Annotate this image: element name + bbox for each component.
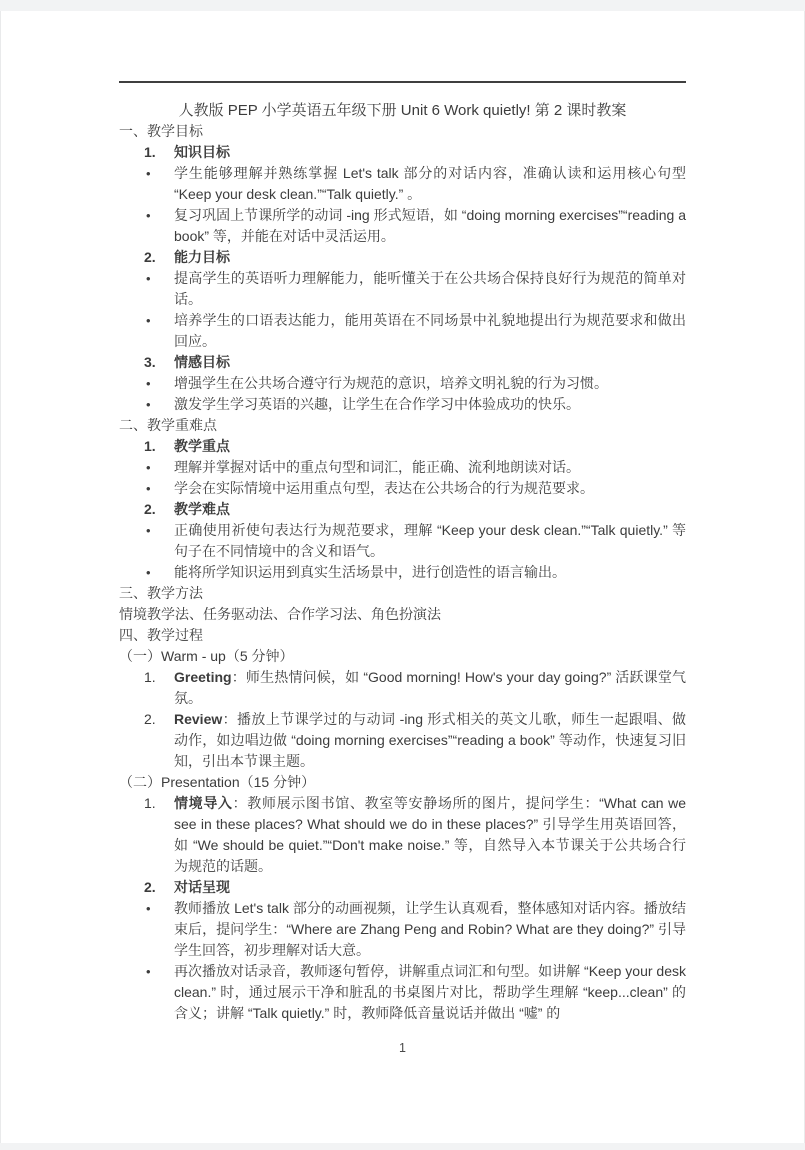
- paragraph: [119, 604, 686, 625]
- line-text: 情境教学法、任务驱动法、合作学习法、角色扮演法: [119, 606, 441, 622]
- section-heading: [119, 415, 686, 436]
- document-page: [0, 11, 805, 1143]
- document-body: [119, 121, 686, 1024]
- bullet-item: [119, 961, 686, 1024]
- item-bold-label: 情境导入: [174, 795, 233, 811]
- bullet-item: [119, 562, 686, 583]
- numbered-item: [119, 709, 686, 772]
- item-text: 能将所学知识运用到真实生活场景中，进行创造性的语言输出。: [174, 564, 566, 580]
- section-heading: [119, 583, 686, 604]
- section-heading: [119, 121, 686, 142]
- subsection-heading: [119, 646, 686, 667]
- header-rule: [119, 81, 686, 83]
- bullet-icon: •: [146, 523, 151, 538]
- item-text: 提高学生的英语听力理解能力，能听懂关于在公共场合保持良好行为规范的简单对话。: [174, 270, 686, 307]
- bullet-item: [119, 310, 686, 352]
- bullet-icon: •: [146, 481, 151, 496]
- item-number: 2.: [144, 501, 156, 517]
- item-text: ：播放上节课学过的与动词 -ing 形式相关的英文儿歌，师生一起跟唱、做动作，如边唱边做 “doing morning exercises”“reading a book” 等动作，快速复习旧知，引出本节课主题。: [174, 711, 686, 769]
- item-number: 2.: [144, 711, 156, 727]
- numbered-item: [119, 667, 686, 709]
- numbered-item: [119, 436, 686, 457]
- line-text: 三、教学方法: [119, 585, 203, 601]
- bullet-item: [119, 268, 686, 310]
- numbered-item: [119, 877, 686, 898]
- item-bold-label: Greeting: [174, 669, 232, 685]
- bullet-icon: •: [146, 376, 151, 391]
- item-number: 1.: [144, 144, 156, 160]
- bullet-item: [119, 373, 686, 394]
- numbered-item: [119, 499, 686, 520]
- bullet-item: [119, 898, 686, 961]
- bullet-icon: •: [146, 166, 151, 181]
- item-text: 学生能够理解并熟练掌握 Let's talk 部分的对话内容，准确认读和运用核心句型 “Keep your desk clean.”“Talk quietly.” 。: [174, 165, 686, 202]
- item-number: 1.: [144, 438, 156, 454]
- item-text: ：师生热情问候，如 “Good morning! How's your day going?” 活跃课堂气氛。: [174, 669, 686, 706]
- item-text: 增强学生在公共场合遵守行为规范的意识，培养文明礼貌的行为习惯。: [174, 375, 608, 391]
- numbered-item: [119, 142, 686, 163]
- item-number: 1.: [144, 795, 156, 811]
- subsection-heading: [119, 772, 686, 793]
- item-text: 学会在实际情境中运用重点句型，表达在公共场合的行为规范要求。: [174, 480, 594, 496]
- numbered-item: [119, 793, 686, 877]
- bullet-item: [119, 457, 686, 478]
- bullet-icon: •: [146, 397, 151, 412]
- item-text: 复习巩固上节课所学的动词 -ing 形式短语，如 “doing morning exercises”“reading a book” 等，并能在对话中灵活运用。: [174, 207, 686, 244]
- item-bold-label: 能力目标: [174, 249, 230, 265]
- item-number: 2.: [144, 879, 156, 895]
- bullet-item: [119, 394, 686, 415]
- section-heading: [119, 625, 686, 646]
- document-title: 人教版 PEP 小学英语五年级下册 Unit 6 Work quietly! 第 2 课时教案: [178, 102, 627, 119]
- line-text: 二、教学重难点: [119, 417, 217, 433]
- bullet-item: [119, 163, 686, 205]
- numbered-item: [119, 352, 686, 373]
- line-text: 四、教学过程: [119, 627, 203, 643]
- item-bold-label: 教学重点: [174, 438, 230, 454]
- bullet-icon: •: [146, 565, 151, 580]
- bullet-icon: •: [146, 271, 151, 286]
- item-bold-label: 知识目标: [174, 144, 230, 160]
- bullet-icon: •: [146, 964, 151, 979]
- line-text: （一）Warm - up（5 分钟）: [119, 648, 294, 664]
- item-number: 1.: [144, 669, 156, 685]
- item-number: 3.: [144, 354, 156, 370]
- item-text: 理解并掌握对话中的重点句型和词汇，能正确、流利地朗读对话。: [174, 459, 580, 475]
- item-bold-label: 情感目标: [174, 354, 230, 370]
- item-text: 培养学生的口语表达能力，能用英语在不同场景中礼貌地提出行为规范要求和做出回应。: [174, 312, 686, 349]
- bullet-item: [119, 478, 686, 499]
- item-text: ：教师展示图书馆、教室等安静场所的图片，提问学生：“What can we see in these places? What should we do in these places?” 引导学生用英语回答，如 “We should be quiet.”“Don't make noise.” 等，自然导入本节课关于公共场合行为规范的话题。: [174, 795, 686, 874]
- item-text: 教师播放 Let's talk 部分的动画视频，让学生认真观看，整体感知对话内容。播放结束后，提问学生：“Where are Zhang Peng and Robin? What are they doing?” 引导学生回答，初步理解对话大意。: [174, 900, 686, 958]
- bullet-icon: •: [146, 901, 151, 916]
- bullet-icon: •: [146, 313, 151, 328]
- bullet-icon: •: [146, 460, 151, 475]
- item-number: 2.: [144, 249, 156, 265]
- line-text: 一、教学目标: [119, 123, 203, 139]
- bullet-icon: •: [146, 208, 151, 223]
- bullet-item: [119, 520, 686, 562]
- item-bold-label: Review: [174, 711, 223, 727]
- page-number: 1: [399, 1041, 406, 1055]
- line-text: （二）Presentation（15 分钟）: [119, 774, 316, 790]
- bullet-item: [119, 205, 686, 247]
- item-text: 正确使用祈使句表达行为规范要求，理解 “Keep your desk clean.”“Talk quietly.” 等句子在不同情境中的含义和语气。: [174, 522, 686, 559]
- item-bold-label: 教学难点: [174, 501, 230, 517]
- numbered-item: [119, 247, 686, 268]
- item-bold-label: 对话呈现: [174, 879, 230, 895]
- document-content: [119, 81, 686, 1056]
- item-text: 再次播放对话录音，教师逐句暂停，讲解重点词汇和句型。如讲解 “Keep your desk clean.” 时，通过展示干净和脏乱的书桌图片对比，帮助学生理解 “keep...clean” 的含义；讲解 “Talk quietly.” 时，教师降低音量说话并做出 “嘘” 的: [174, 963, 686, 1021]
- item-text: 激发学生学习英语的兴趣，让学生在合作学习中体验成功的快乐。: [174, 396, 580, 412]
